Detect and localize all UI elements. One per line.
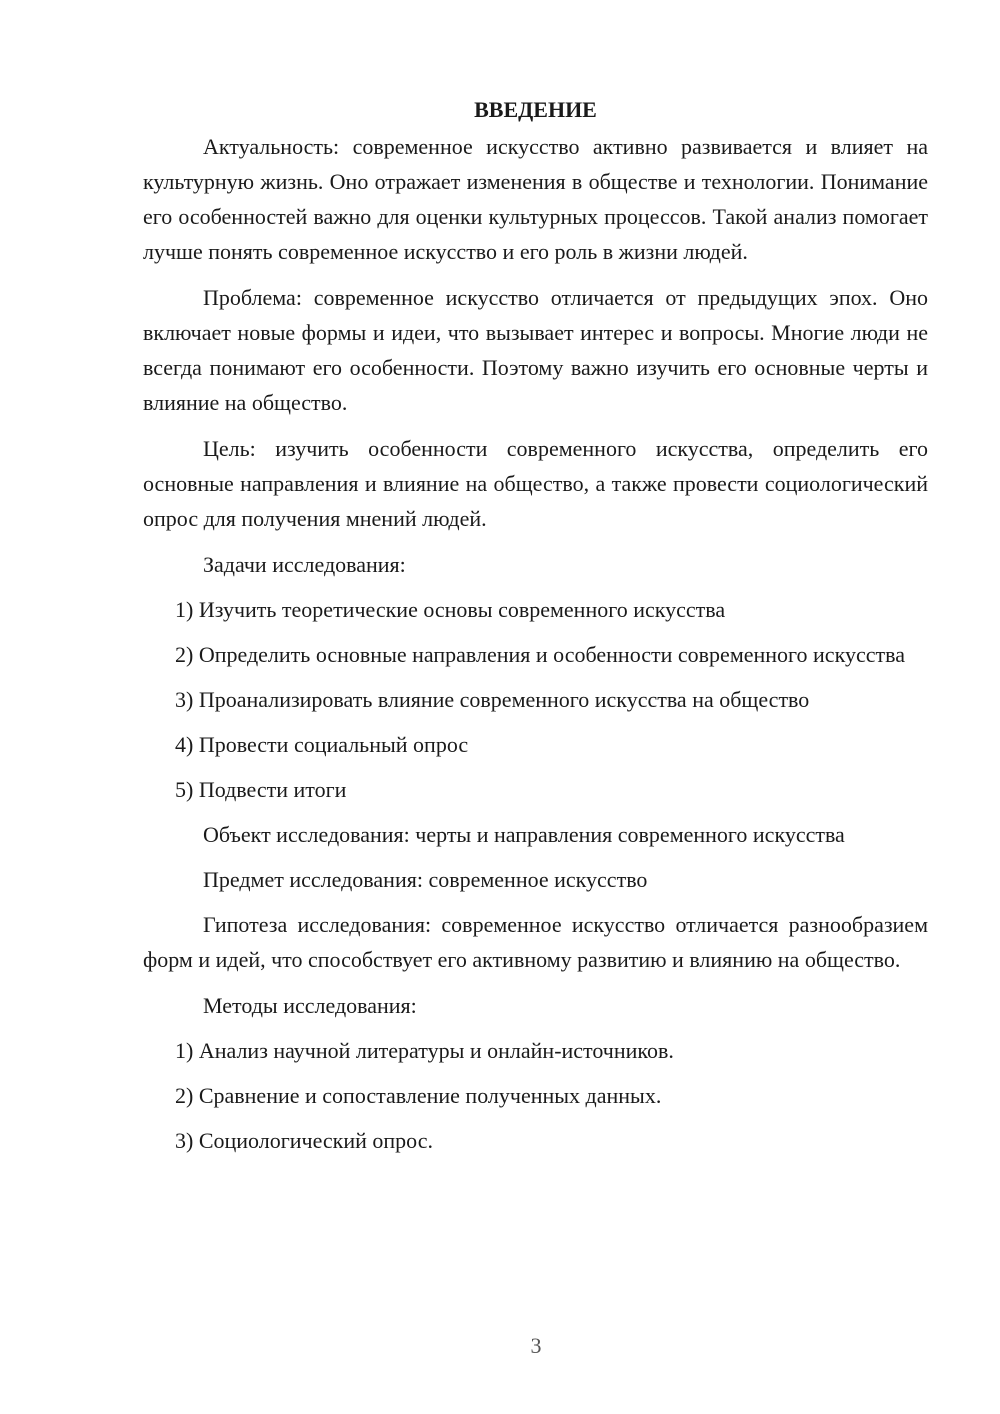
page-number: 3 — [530, 1333, 542, 1358]
research-object: Объект исследования: черты и направления современного искусства — [203, 822, 845, 847]
list-item: 3) Проанализировать влияние современного искусства на общество — [175, 687, 810, 712]
tasks-list — [143, 592, 928, 807]
list-item: 1) Изучить теоретические основы современного искусства — [175, 597, 726, 622]
relevance-paragraph: Актуальность: современное искусство активно развивается и влияет на культурную жизнь. Оно отражает изменения в обществе и технологии. Понимание его особенностей важно для оценки культурных процессов. Такой анализ помогает лучше понять современное искусство и его роль в жизни людей. — [143, 134, 928, 264]
problem-paragraph: Проблема: современное искусство отличается от предыдущих эпох. Оно включает новые формы и идеи, что вызывает интерес и вопросы. Многие люди не всегда понимают его особенности. Поэтому важно изучить его основные черты и влияние на общество. — [143, 285, 928, 415]
tasks-heading: Задачи исследования: — [203, 552, 406, 577]
research-subject: Предмет исследования: современное искусство — [203, 867, 648, 892]
goal-paragraph: Цель: изучить особенности современного искусства, определить его основные направления и влияние на общество, а также провести социологический опрос для получения мнений людей. — [143, 436, 928, 531]
list-item: 2) Сравнение и сопоставление полученных данных. — [175, 1083, 662, 1108]
list-item: 3) Социологический опрос. — [175, 1128, 433, 1153]
methods-list — [143, 1033, 928, 1158]
list-item: 1) Анализ научной литературы и онлайн-источников. — [175, 1038, 674, 1063]
section-title: ВВЕДЕНИЕ — [474, 97, 597, 122]
document-page — [143, 92, 928, 1168]
methods-heading: Методы исследования: — [203, 993, 417, 1018]
list-item: 2) Определить основные направления и особенности современного искусства — [175, 642, 905, 667]
hypothesis-paragraph: Гипотеза исследования: современное искусство отличается разнообразием форм и идей, что способствует его активному развитию и влиянию на общество. — [143, 912, 928, 972]
list-item: 5) Подвести итоги — [175, 777, 347, 802]
list-item: 4) Провести социальный опрос — [175, 732, 469, 757]
